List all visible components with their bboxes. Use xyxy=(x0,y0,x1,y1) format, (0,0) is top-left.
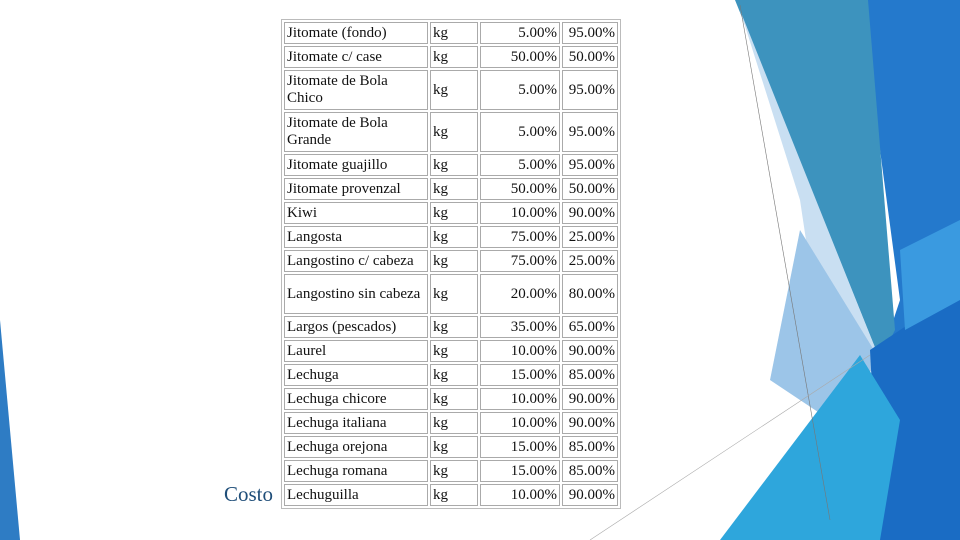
table-row xyxy=(284,226,618,248)
table-row xyxy=(284,70,618,110)
percent-2-cell: 95.00% xyxy=(562,70,618,110)
item-name-cell: Jitomate provenzal xyxy=(284,178,428,200)
data-table xyxy=(281,19,621,509)
percent-1-cell: 35.00% xyxy=(480,316,560,338)
item-name-cell: Jitomate (fondo) xyxy=(284,22,428,44)
unit-cell: kg xyxy=(430,388,478,410)
percent-1-cell: 5.00% xyxy=(480,70,560,110)
unit-cell: kg xyxy=(430,226,478,248)
unit-cell: kg xyxy=(430,178,478,200)
item-name-cell: Lechuga romana xyxy=(284,460,428,482)
percent-2-cell: 95.00% xyxy=(562,22,618,44)
percent-2-cell: 50.00% xyxy=(562,178,618,200)
item-name-cell: Jitomate de Bola Chico xyxy=(284,70,428,110)
table-row xyxy=(284,412,618,434)
percent-1-cell: 15.00% xyxy=(480,460,560,482)
percent-1-cell: 15.00% xyxy=(480,364,560,386)
item-name-cell: Langostino sin cabeza xyxy=(284,274,428,314)
unit-cell: kg xyxy=(430,70,478,110)
percent-2-cell: 25.00% xyxy=(562,226,618,248)
unit-cell: kg xyxy=(430,112,478,152)
table-row xyxy=(284,388,618,410)
percent-1-cell: 75.00% xyxy=(480,226,560,248)
item-name-cell: Jitomate c/ case xyxy=(284,46,428,68)
table-row xyxy=(284,178,618,200)
table-row xyxy=(284,202,618,224)
table-row xyxy=(284,460,618,482)
percent-2-cell: 85.00% xyxy=(562,364,618,386)
item-name-cell: Lechuga italiana xyxy=(284,412,428,434)
percent-1-cell: 10.00% xyxy=(480,202,560,224)
percent-2-cell: 95.00% xyxy=(562,154,618,176)
unit-cell: kg xyxy=(430,46,478,68)
item-name-cell: Largos (pescados) xyxy=(284,316,428,338)
percent-1-cell: 5.00% xyxy=(480,22,560,44)
unit-cell: kg xyxy=(430,364,478,386)
percent-2-cell: 25.00% xyxy=(562,250,618,272)
left-accent-shape xyxy=(0,320,20,540)
table-row xyxy=(284,274,618,314)
unit-cell: kg xyxy=(430,202,478,224)
percent-2-cell: 90.00% xyxy=(562,202,618,224)
table-row xyxy=(284,340,618,362)
item-name-cell: Jitomate de Bola Grande xyxy=(284,112,428,152)
unit-cell: kg xyxy=(430,484,478,506)
unit-cell: kg xyxy=(430,340,478,362)
unit-cell: kg xyxy=(430,154,478,176)
item-name-cell: Lechuga orejona xyxy=(284,436,428,458)
table-row xyxy=(284,484,618,506)
unit-cell: kg xyxy=(430,22,478,44)
unit-cell: kg xyxy=(430,316,478,338)
percent-2-cell: 90.00% xyxy=(562,484,618,506)
table-row xyxy=(284,364,618,386)
percent-1-cell: 75.00% xyxy=(480,250,560,272)
unit-cell: kg xyxy=(430,460,478,482)
percent-2-cell: 90.00% xyxy=(562,340,618,362)
percent-2-cell: 50.00% xyxy=(562,46,618,68)
percent-1-cell: 15.00% xyxy=(480,436,560,458)
item-name-cell: Jitomate guajillo xyxy=(284,154,428,176)
table-row xyxy=(284,46,618,68)
percent-2-cell: 95.00% xyxy=(562,112,618,152)
percent-1-cell: 50.00% xyxy=(480,178,560,200)
item-name-cell: Lechuga xyxy=(284,364,428,386)
unit-cell: kg xyxy=(430,250,478,272)
percent-1-cell: 20.00% xyxy=(480,274,560,314)
item-name-cell: Langostino c/ cabeza xyxy=(284,250,428,272)
percent-2-cell: 65.00% xyxy=(562,316,618,338)
percent-2-cell: 90.00% xyxy=(562,412,618,434)
item-name-cell: Lechuguilla xyxy=(284,484,428,506)
item-name-cell: Lechuga chicore xyxy=(284,388,428,410)
percent-2-cell: 85.00% xyxy=(562,436,618,458)
table-row xyxy=(284,154,618,176)
unit-cell: kg xyxy=(430,274,478,314)
item-name-cell: Laurel xyxy=(284,340,428,362)
percent-1-cell: 10.00% xyxy=(480,484,560,506)
percent-2-cell: 80.00% xyxy=(562,274,618,314)
percent-2-cell: 85.00% xyxy=(562,460,618,482)
table-row xyxy=(284,112,618,152)
percent-1-cell: 5.00% xyxy=(480,154,560,176)
percent-1-cell: 50.00% xyxy=(480,46,560,68)
table-row xyxy=(284,316,618,338)
unit-cell: kg xyxy=(430,436,478,458)
table-row xyxy=(284,250,618,272)
slide-title: Costo xyxy=(224,482,274,506)
item-name-cell: Kiwi xyxy=(284,202,428,224)
percent-1-cell: 5.00% xyxy=(480,112,560,152)
percent-1-cell: 10.00% xyxy=(480,340,560,362)
table-row xyxy=(284,436,618,458)
percent-2-cell: 90.00% xyxy=(562,388,618,410)
percent-1-cell: 10.00% xyxy=(480,412,560,434)
percent-1-cell: 10.00% xyxy=(480,388,560,410)
item-name-cell: Langosta xyxy=(284,226,428,248)
table-row xyxy=(284,22,618,44)
unit-cell: kg xyxy=(430,412,478,434)
